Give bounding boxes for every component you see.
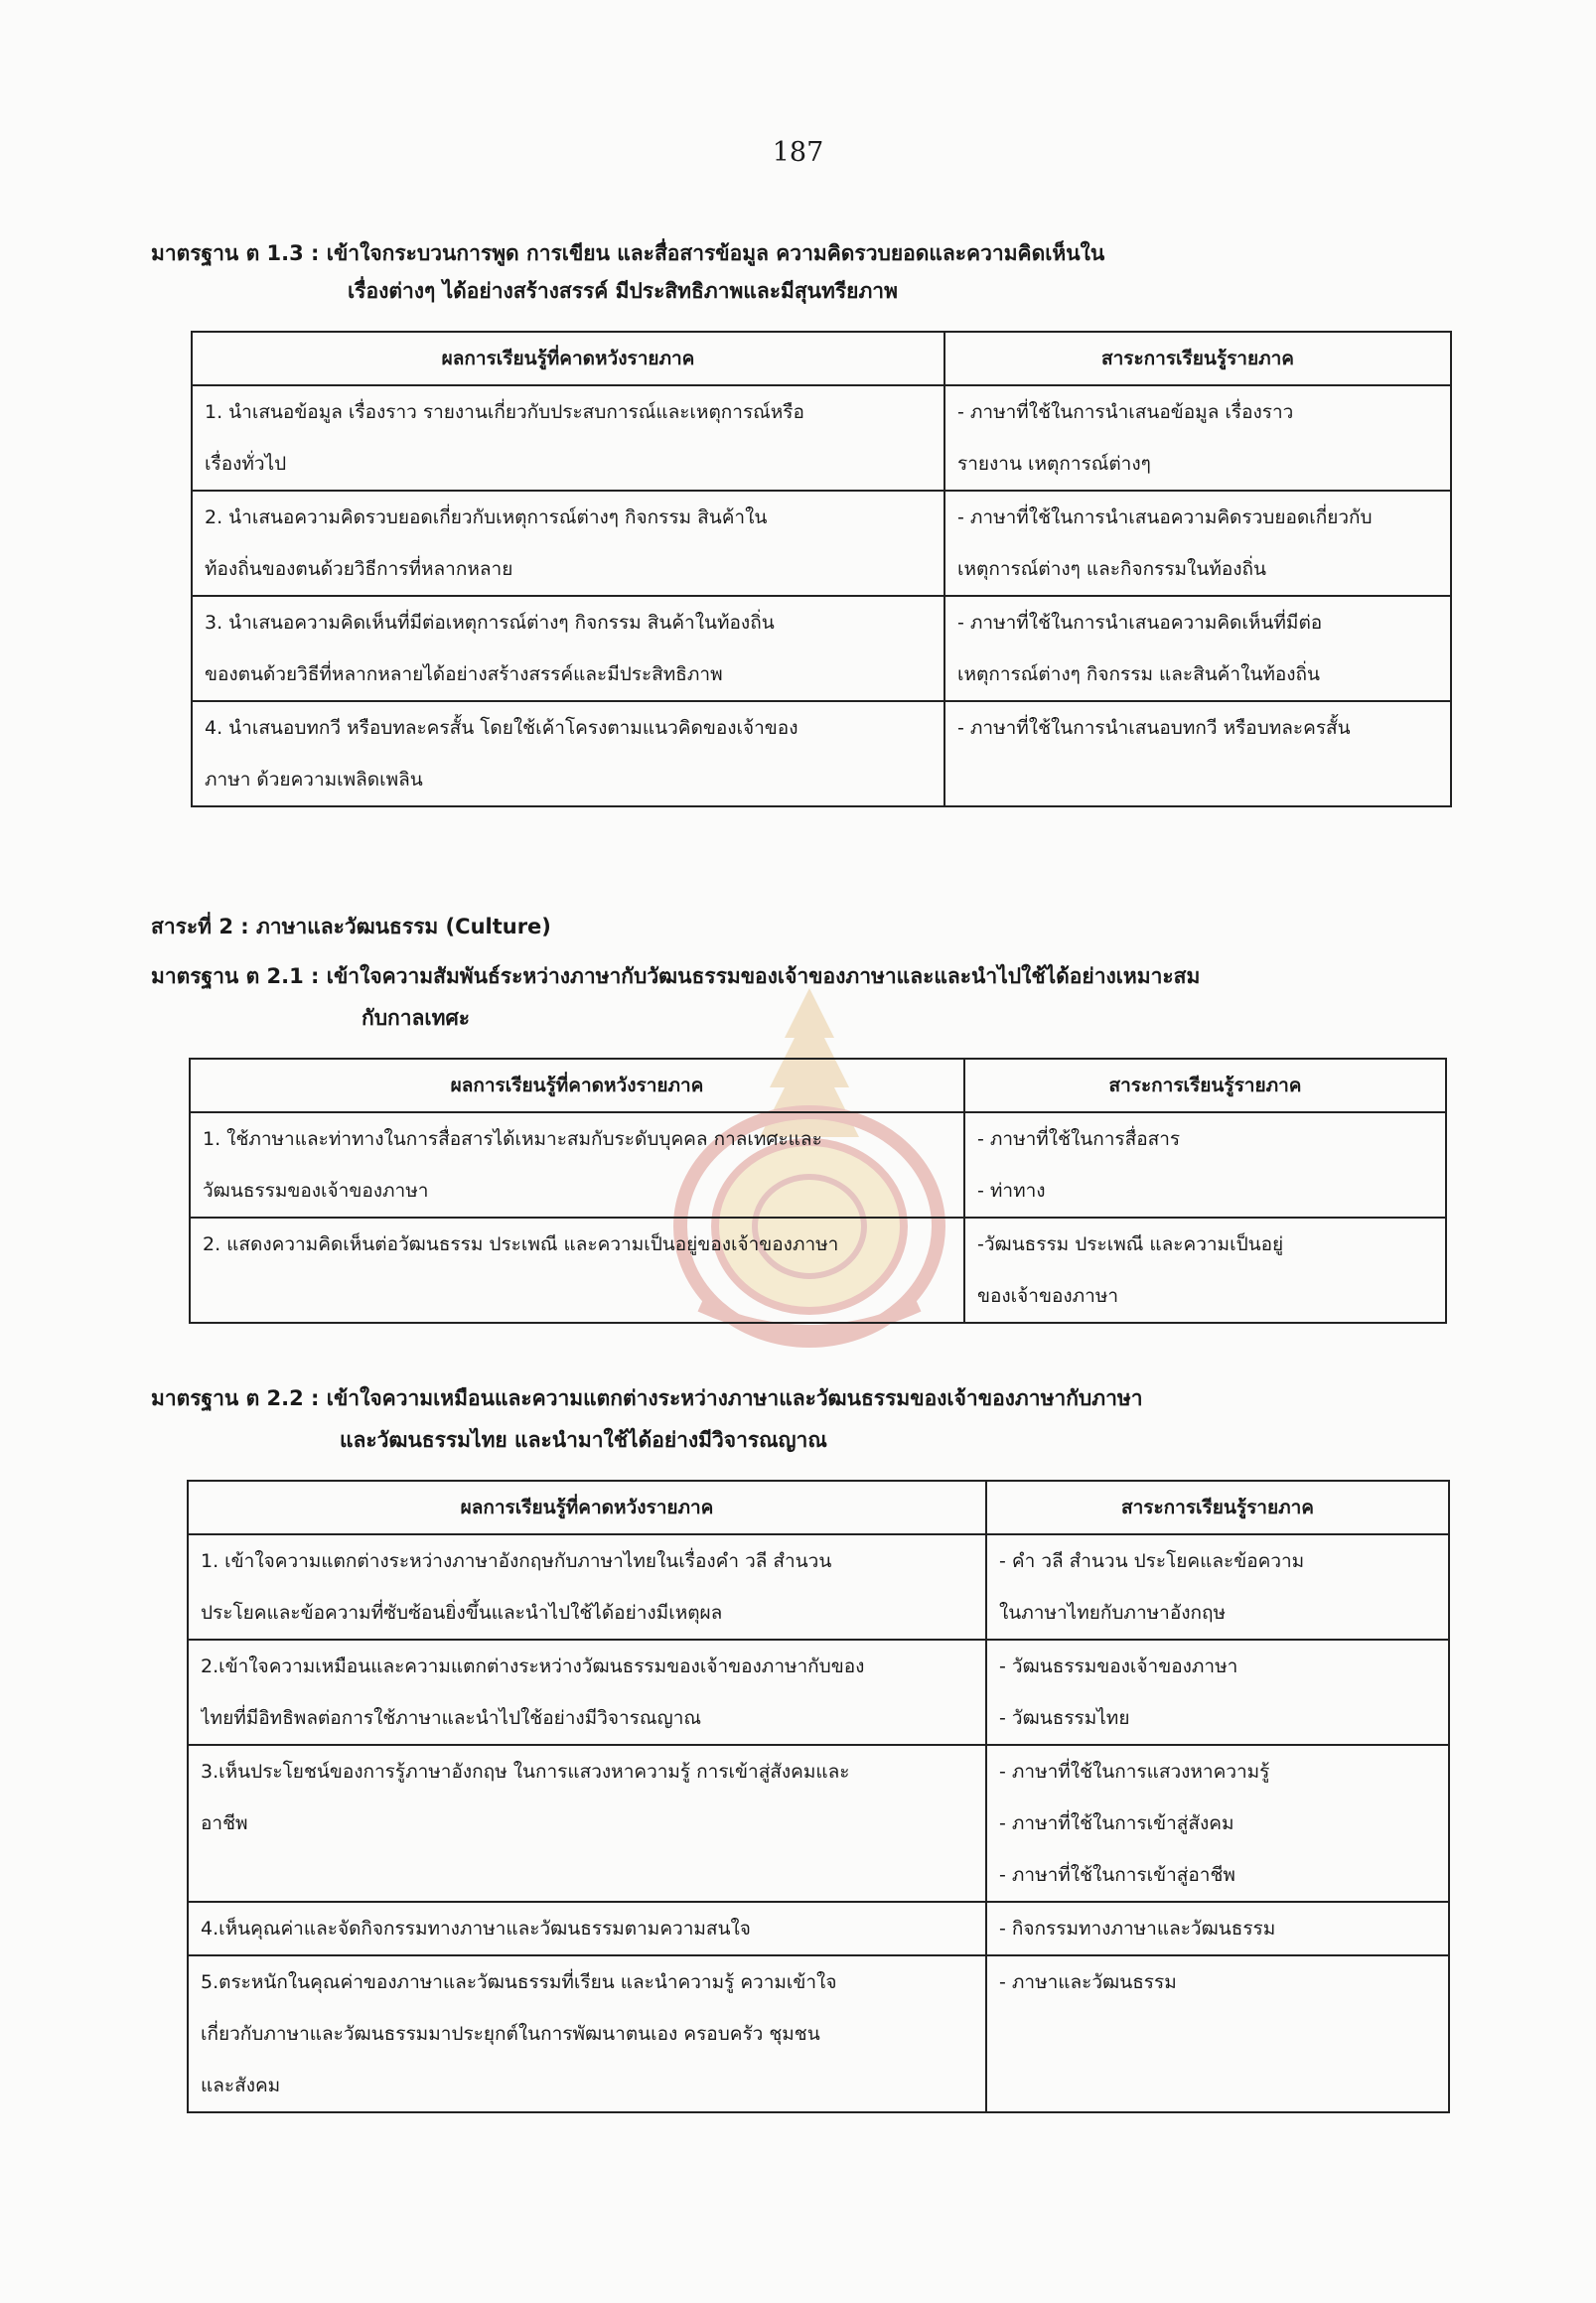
cell-text: เหตุการณ์ต่างๆ กิจกรรม และสินค้าในท้องถิ่น (957, 663, 1321, 685)
content-cell (944, 385, 1451, 491)
outcome-cell (192, 385, 944, 491)
content-cell (944, 701, 1451, 806)
cell-text: 4. นำเสนอบทกวี หรือบทละครสั้น โดยใช้เค้าโครงตามแนวคิดของเจ้าของ (205, 717, 798, 739)
cell-text: - วัฒนธรรมของเจ้าของภาษา (999, 1655, 1238, 1677)
outcome-cell (188, 1745, 986, 1902)
cell-text: 1. เข้าใจความแตกต่างระหว่างภาษาอังกฤษกับภาษาไทยในเรื่องคำ วลี สำนวน (201, 1550, 832, 1572)
page-number: 187 (772, 137, 824, 168)
cell-text: ของเจ้าของภาษา (977, 1285, 1119, 1307)
cell-text: - ภาษาและวัฒนธรรม (999, 1971, 1177, 1993)
outcome-column-header: ผลการเรียนรู้ที่คาดหวังรายภาค (190, 1059, 964, 1112)
standard-1-3-heading-line2: เรื่องต่างๆ ได้อย่างสร้างสรรค์ มีประสิทธิภาพและมีสุนทรียภาพ (348, 279, 898, 303)
table-row (188, 1745, 1449, 1902)
cell-text: ไทยที่มีอิทธิพลต่อการใช้ภาษาและนำไปใช้อย่างมีวิจารณญาณ (201, 1707, 701, 1729)
content-cell (964, 1218, 1446, 1323)
standard-1-3-heading (151, 238, 1104, 306)
table-row (192, 596, 1451, 701)
outcome-cell (192, 491, 944, 596)
outcome-cell (190, 1218, 964, 1323)
cell-text: ท้องถิ่นของตนด้วยวิธีการที่หลากหลาย (205, 558, 513, 580)
cell-text: ประโยคและข้อความที่ซับซ้อนยิ่งขึ้นและนำไปใช้ได้อย่างมีเหตุผล (201, 1602, 723, 1624)
outcome-column-header: ผลการเรียนรู้ที่คาดหวังรายภาค (188, 1481, 986, 1534)
cell-text: รายงาน เหตุการณ์ต่างๆ (957, 453, 1151, 475)
table-row (192, 385, 1451, 491)
table-row (188, 1534, 1449, 1640)
outcome-cell (188, 1534, 986, 1640)
table-row (188, 1955, 1449, 2112)
standard-2-1-heading (151, 961, 1200, 1033)
cell-text: 5.ตระหนักในคุณค่าของภาษาและวัฒนธรรมที่เรียน และนำความรู้ ความเข้าใจ (201, 1971, 837, 1993)
standard-1-3-heading-line1: มาตรฐาน ต 1.3 : เข้าใจกระบวนการพูด การเขียน และสื่อสารข้อมูล ความคิดรวบยอดและความคิดเห็นใน (151, 241, 1105, 265)
cell-text: 1. ใช้ภาษาและท่าทางในการสื่อสารได้เหมาะสมกับระดับบุคคล กาลเทศะและ (203, 1128, 822, 1150)
cell-text: 1. นำเสนอข้อมูล เรื่องราว รายงานเกี่ยวกับประสบการณ์และเหตุการณ์หรือ (205, 401, 804, 423)
standard-2-2-table (187, 1480, 1450, 2113)
table-row (192, 701, 1451, 806)
cell-text: และสังคม (201, 2075, 281, 2096)
cell-text: - คำ วลี สำนวน ประโยคและข้อความ (999, 1550, 1305, 1572)
cell-text: - ภาษาที่ใช้ในการนำเสนอความคิดเห็นที่มีต่อ (957, 612, 1323, 634)
standard-2-1-heading-line1: มาตรฐาน ต 2.1 : เข้าใจความสัมพันธ์ระหว่างภาษากับวัฒนธรรมของเจ้าของภาษาและและนำไปใช้ได้อย่างเหมาะสม (151, 964, 1201, 988)
outcome-cell (188, 1640, 986, 1745)
cell-text: เรื่องทั่วไป (205, 453, 287, 475)
content-cell (986, 1902, 1449, 1955)
cell-text: ในภาษาไทยกับภาษาอังกฤษ (999, 1602, 1227, 1624)
cell-text: -วัฒนธรรม ประเพณี และความเป็นอยู่ (977, 1233, 1284, 1255)
content-cell (944, 491, 1451, 596)
content-column-header: สาระการเรียนรู้รายภาค (964, 1059, 1446, 1112)
cell-text: 4.เห็นคุณค่าและจัดกิจกรรมทางภาษาและวัฒนธรรมตามความสนใจ (201, 1918, 751, 1940)
cell-text: - วัฒนธรรมไทย (999, 1707, 1130, 1729)
cell-text: - ภาษาที่ใช้ในการเข้าสู่อาชีพ (999, 1864, 1235, 1886)
table-row (188, 1902, 1449, 1955)
standard-2-2-heading (151, 1383, 1143, 1455)
cell-text: - ภาษาที่ใช้ในการสื่อสาร (977, 1128, 1181, 1150)
cell-text: ของตนด้วยวิธีที่หลากหลายได้อย่างสร้างสรรค์และมีประสิทธิภาพ (205, 663, 723, 685)
content-cell (986, 1640, 1449, 1745)
content-cell (986, 1955, 1449, 2112)
cell-text: - ท่าทาง (977, 1180, 1046, 1202)
outcome-cell (192, 701, 944, 806)
cell-text: วัฒนธรรมของเจ้าของภาษา (203, 1180, 429, 1202)
outcome-column-header: ผลการเรียนรู้ที่คาดหวังรายภาค (192, 332, 944, 385)
cell-text: 3.เห็นประโยชน์ของการรู้ภาษาอังกฤษ ในการแสวงหาความรู้ การเข้าสู่สังคมและ (201, 1761, 850, 1783)
content-cell (964, 1112, 1446, 1218)
cell-text: 2. นำเสนอความคิดรวบยอดเกี่ยวกับเหตุการณ์ต่างๆ กิจกรรม สินค้าใน (205, 506, 768, 528)
table-row (188, 1640, 1449, 1745)
outcome-cell (190, 1112, 964, 1218)
content-cell (944, 596, 1451, 701)
table-header-row (190, 1059, 1446, 1112)
standard-2-1-table (189, 1058, 1447, 1324)
cell-text: เหตุการณ์ต่างๆ และกิจกรรมในท้องถิ่น (957, 558, 1267, 580)
table-header-row (188, 1481, 1449, 1534)
table-row (190, 1112, 1446, 1218)
cell-text: - ภาษาที่ใช้ในการนำเสนอข้อมูล เรื่องราว (957, 401, 1294, 423)
outcome-cell (192, 596, 944, 701)
content-column-header: สาระการเรียนรู้รายภาค (986, 1481, 1449, 1534)
outcome-cell (188, 1902, 986, 1955)
standard-1-3-table (191, 331, 1452, 807)
table-row (192, 491, 1451, 596)
standard-2-2-heading-line2: และวัฒนธรรมไทย และนำมาใช้ได้อย่างมีวิจารณญาณ (340, 1428, 827, 1452)
table-row (190, 1218, 1446, 1323)
standard-2-2-heading-line1: มาตรฐาน ต 2.2 : เข้าใจความเหมือนและความแตกต่างระหว่างภาษาและวัฒนธรรมของเจ้าของภาษากับภาษา (151, 1386, 1143, 1410)
standard-2-1-heading-line2: กับกาลเทศะ (362, 1006, 471, 1030)
cell-text: - ภาษาที่ใช้ในการแสวงหาความรู้ (999, 1761, 1270, 1783)
cell-text: - กิจกรรมทางภาษาและวัฒนธรรม (999, 1918, 1276, 1940)
cell-text: - ภาษาที่ใช้ในการเข้าสู่สังคม (999, 1812, 1234, 1834)
cell-text: 2.เข้าใจความเหมือนและความแตกต่างระหว่างวัฒนธรรมของเจ้าของภาษากับของ (201, 1655, 865, 1677)
cell-text: ภาษา ด้วยความเพลิดเพลิน (205, 769, 423, 791)
content-column-header: สาระการเรียนรู้รายภาค (944, 332, 1451, 385)
cell-text: 3. นำเสนอความคิดเห็นที่มีต่อเหตุการณ์ต่างๆ กิจกรรม สินค้าในท้องถิ่น (205, 612, 775, 634)
content-cell (986, 1745, 1449, 1902)
cell-text: - ภาษาที่ใช้ในการนำเสนอบทกวี หรือบทละครสั้น (957, 717, 1351, 739)
cell-text: อาชีพ (201, 1812, 248, 1834)
table-header-row (192, 332, 1451, 385)
content-cell (986, 1534, 1449, 1640)
cell-text: - ภาษาที่ใช้ในการนำเสนอความคิดรวบยอดเกี่ยวกับ (957, 506, 1373, 528)
cell-text: เกี่ยวกับภาษาและวัฒนธรรมมาประยุกต์ในการพัฒนาตนเอง ครอบครัว ชุมชน (201, 2023, 820, 2045)
cell-text: 2. แสดงความคิดเห็นต่อวัฒนธรรม ประเพณี และความเป็นอยู่ของเจ้าของภาษา (203, 1233, 839, 1255)
outcome-cell (188, 1955, 986, 2112)
strand-2-heading: สาระที่ 2 : ภาษาและวัฒนธรรม (Culture) (151, 915, 551, 938)
